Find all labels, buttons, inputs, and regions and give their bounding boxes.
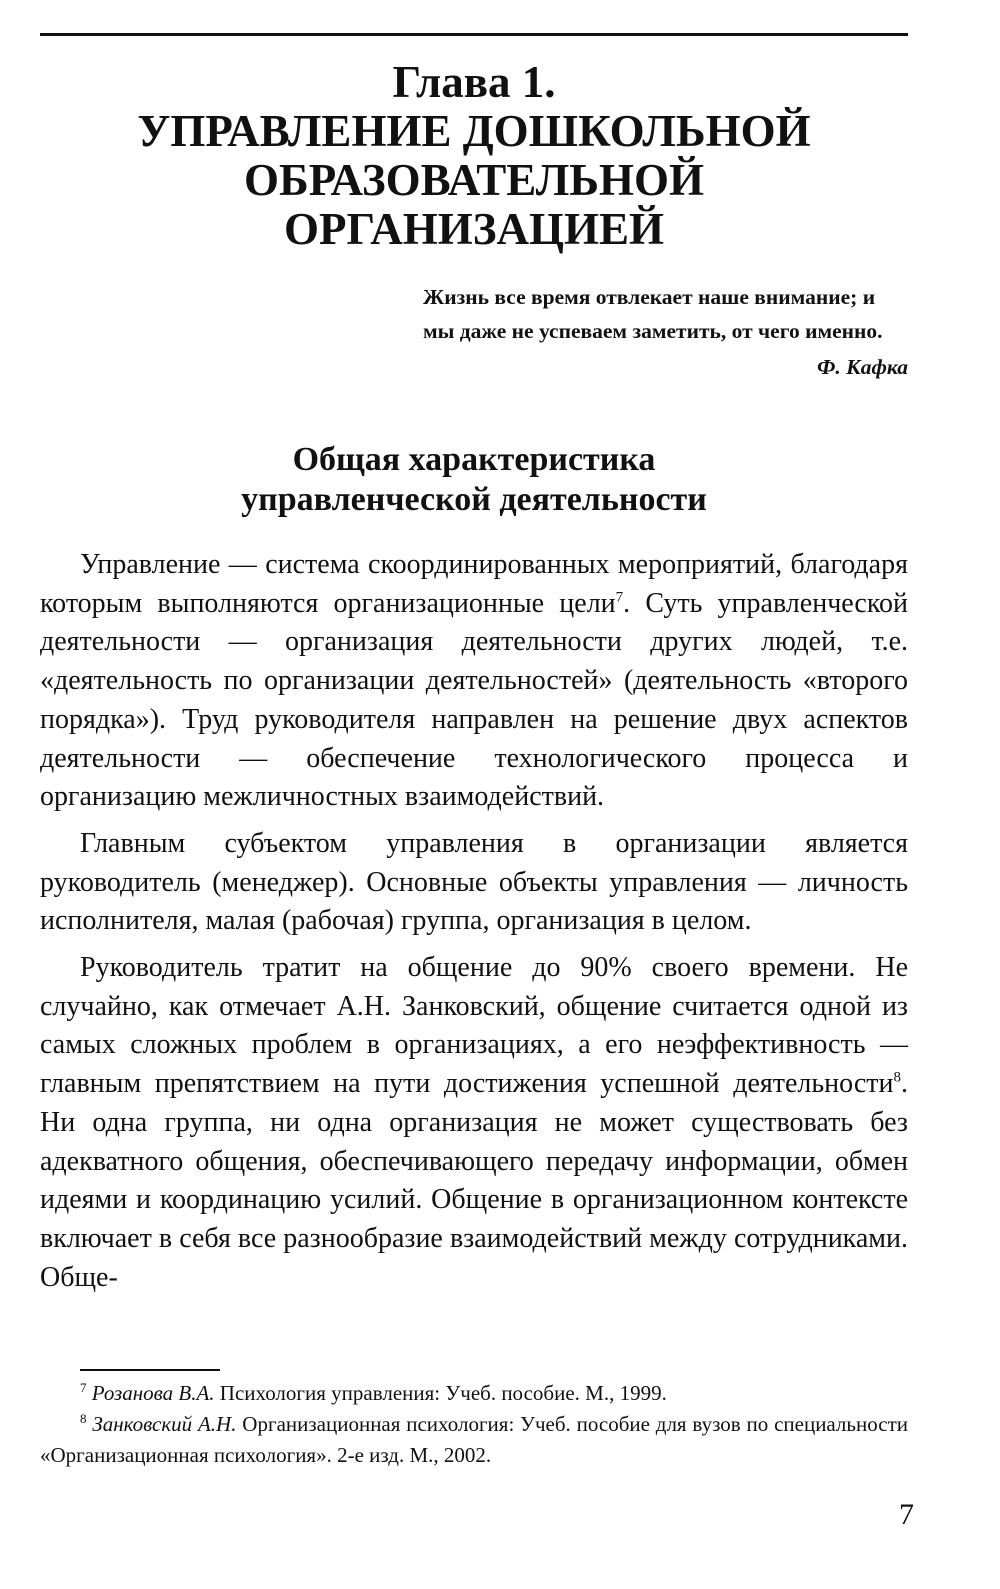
footnote-7-mark: 7 <box>80 1380 87 1395</box>
chapter-title-line-2: ОБРАЗОВАТЕЛЬНОЙ <box>243 155 705 205</box>
epigraph-author: Ф. Кафка <box>817 355 908 379</box>
paragraph-1-part-b: . Суть управленческой деятельности — организация деятельности других людей, т.е. «деятельность по организации деятельностей» (деятельность «второго порядка»). Труд руководителя направлен на решение двух аспектов деятельности — обеспечение технологического процесса и организацию межличностных взаимодействий. <box>40 587 908 813</box>
body-text <box>40 546 908 1305</box>
paragraph-3-part-b: . Ни одна группа, ни одна организация не может существовать без адекватного общения, обеспечивающего передачу информации, обмен идеями и координацию усилий. Общение в организационном контексте включает в себя все разнообразие взаимодействий между сотрудниками. Обще- <box>40 1068 908 1293</box>
chapter-title-line-1: УПРАВЛЕНИЕ ДОШКОЛЬНОЙ <box>137 106 811 156</box>
chapter-heading <box>40 58 908 254</box>
footnote-8-mark: 8 <box>80 1411 87 1426</box>
epigraph-text: Жизнь все время отвлекает наше внимание; и мы даже не успеваем заметить, от чего именно. <box>423 285 883 343</box>
paragraph-1-part-a: Управление — система скоординированных мероприятий, благодаря которым выполняются организационные цели <box>40 549 908 619</box>
footnote-rule <box>80 1369 220 1371</box>
section-title-line-2: управленческой деятельности <box>241 481 707 518</box>
footnote-ref-7: 7 <box>615 589 624 606</box>
paragraph-3 <box>40 949 908 1297</box>
epigraph <box>423 280 908 384</box>
chapter-number: Глава 1. <box>392 57 556 107</box>
book-page <box>40 0 914 1589</box>
paragraph-2: Главным субъектом управления в организации является руководитель (менеджер). Основные объекты управления — личность исполнителя, малая (рабочая) группа, организация в целом. <box>40 827 908 937</box>
section-title-line-1: Общая характеристика <box>292 441 656 478</box>
footnote-8 <box>40 1409 908 1471</box>
footnote-7 <box>40 1378 908 1409</box>
chapter-title-line-3: ОРГАНИЗАЦИЕЙ <box>284 204 664 254</box>
paragraph-3-part-a: Руководитель тратит на общение до 90% своего времени. Не случайно, как отмечает А.Н. Занковский, общение считается одной из самых сложных проблем в организациях, а его неэффективность — главным препятствием на пути достижения успешной деятельности <box>40 952 908 1100</box>
page-number: 7 <box>899 1498 914 1531</box>
footnotes <box>40 1378 908 1471</box>
footnote-8-text: Организационная психология: Учеб. пособие для вузов по специальности «Организационная психология». 2-е изд. М., 2002. <box>40 1412 908 1467</box>
section-title <box>40 440 908 520</box>
footnote-7-text: Психология управления: Учеб. пособие. М., 1999. <box>214 1381 667 1405</box>
footnote-8-author: Занковский А.Н. <box>92 1412 237 1436</box>
paragraph-1 <box>40 546 908 817</box>
top-rule <box>40 33 908 36</box>
footnote-7-author: Розанова В.А. <box>91 1381 215 1405</box>
footnote-ref-8: 8 <box>893 1069 901 1086</box>
